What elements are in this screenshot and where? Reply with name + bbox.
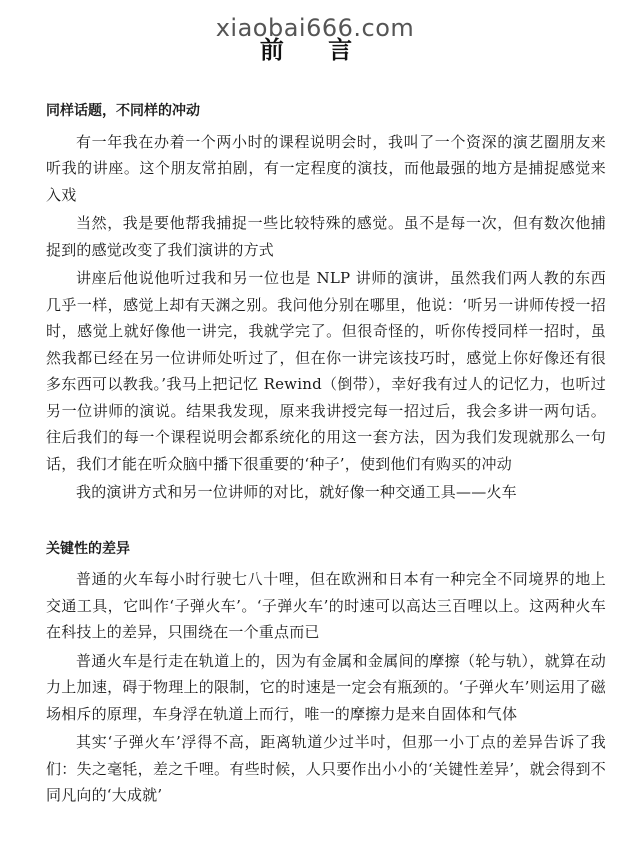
page-title: 前 言 bbox=[259, 35, 371, 64]
paragraph: 普通的火车每小时行驶七八十哩，但在欧洲和日本有一种完全不同境界的地上交通工具，它叫作‘子弹火车’。‘子弹火车’的时速可以高达三百哩以上。这两种火车在科技上的差异，只围绕在一个重点而已 bbox=[46, 570, 606, 641]
paragraph: 普通火车是行走在轨道上的，因为有金属和金属间的摩擦（轮与轨），就算在动力上加速，碍于物理上的限制，它的时速是一定会有瓶颈的。‘子弹火车’则运用了磁场相斥的原理，车身浮在轨道上而行，唯一的摩擦力是来自固体和气体 bbox=[46, 651, 606, 723]
section-2 bbox=[46, 536, 606, 809]
section-heading: 同样话题，不同样的冲动 bbox=[46, 103, 200, 119]
section-heading: 关键性的差异 bbox=[46, 540, 130, 557]
paragraph: 有一年我在办着一个两小时的课程说明会时，我叫了一个资深的演艺圈朋友来听我的讲座。这个朋友常拍剧，有一定程度的演技，而他最强的地方是捕捉感觉来入戏 bbox=[46, 132, 606, 204]
paragraph: 当然，我是要他帮我捕捉一些比较特殊的感觉。虽不是每一次，但有数次他捕捉到的感觉改变了我们演讲的方式 bbox=[46, 214, 606, 259]
document-body bbox=[46, 98, 606, 811]
paragraph: 讲座后他说他听过我和另一位也是 NLP 讲师的演讲，虽然我们两人教的东西几乎一样，感觉上却有天渊之别。我问他分别在哪里，他说：‘听另一讲师传授一招时，感觉上就好像他一讲完，我就学完了。但很奇怪的，听你传授同样一招时，虽然我都已经在另一位讲师处听过了，但在你一讲完该技巧时，感觉上你好像还有很多东西可以教我。’我马上把记忆 Rewind（倒带），幸好我有过人的记忆力，也听过另一位讲师的演说。结果我发现，原来我讲授完每一招过后，我会多讲一两句话。往后我们的每一个课程说明会都系统化的用这一套方法，因为我们发现就那么一句话，我们才能在听众脑中播下很重要的‘种子’，使到他们有购买的冲动 bbox=[46, 269, 606, 473]
paragraph: 我的演讲方式和另一位讲师的对比，就好像一种交通工具——火车 bbox=[76, 483, 517, 501]
paragraph: 其实‘子弹火车’浮得不高，距离轨道少过半吋，但那一小丁点的差异告诉了我们：失之毫牦，差之千哩。有些时候，人只要作出小小的‘关键性差异’，就会得到不同凡向的‘大成就’ bbox=[46, 733, 606, 804]
section-1 bbox=[46, 98, 606, 506]
watermark: xiaobai666.com bbox=[215, 14, 415, 42]
section-spacer bbox=[46, 508, 606, 536]
